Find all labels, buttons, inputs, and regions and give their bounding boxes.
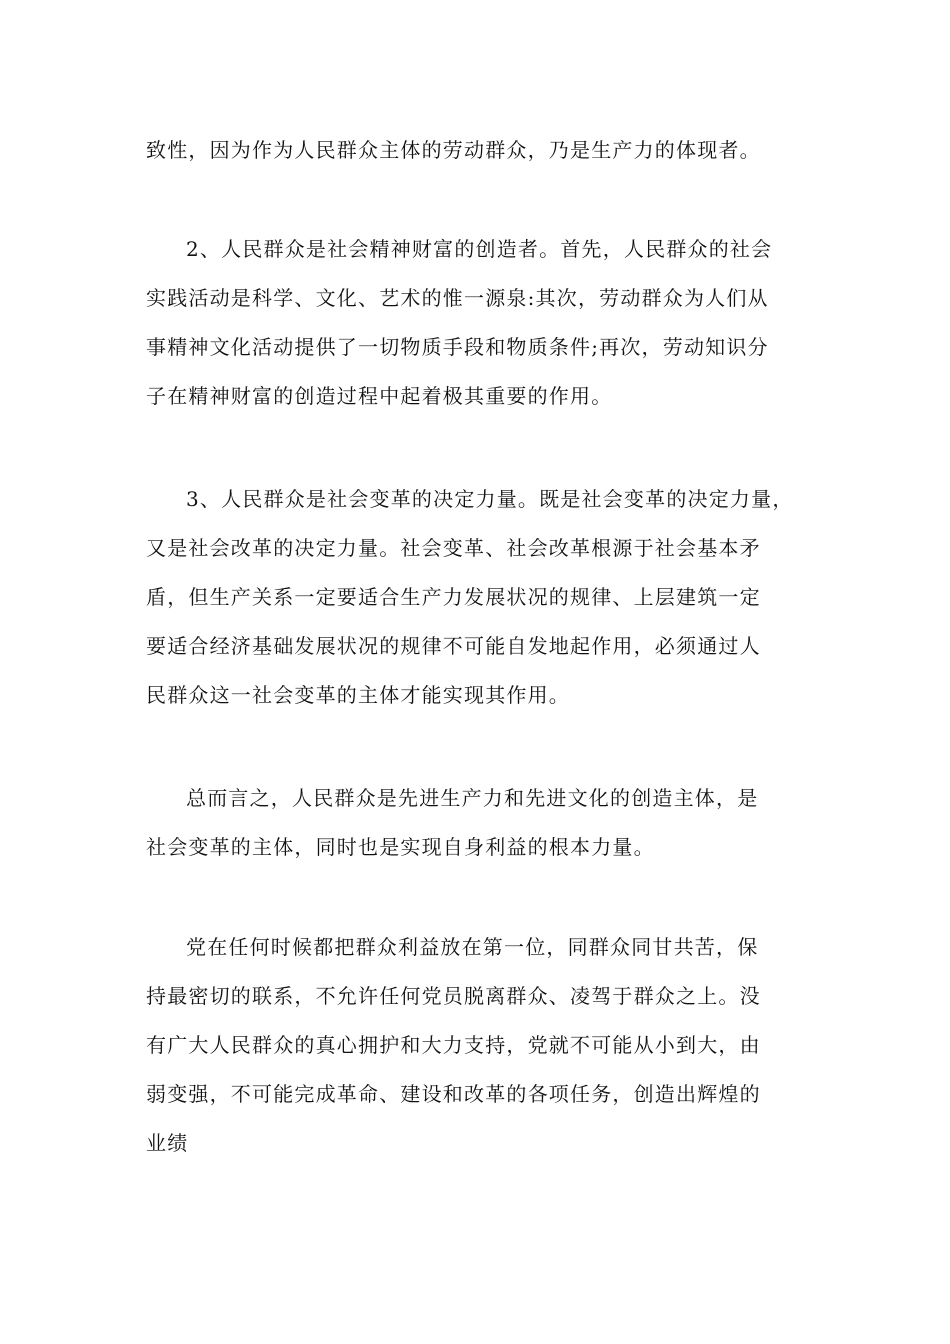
text-line: 业绩 <box>146 1131 189 1155</box>
text-line: 持最密切的联系，不允许任何党员脱离群众、凌驾于群众之上。没 <box>146 984 761 1008</box>
text-line: 3、人民群众是社会变革的决定力量。既是社会变革的决定力量， <box>186 487 794 511</box>
paragraph-social-change <box>146 475 826 720</box>
text-line: 盾，但生产关系一定要适合生产力发展状况的规律、上层建筑一定 <box>146 585 761 609</box>
paragraph-summary <box>146 774 826 872</box>
paragraph-spiritual-wealth <box>146 225 826 421</box>
text-line: 致性，因为作为人民群众主体的劳动群众，乃是生产力的体现者。 <box>146 138 761 162</box>
text-line: 有广大人民群众的真心拥护和大力支持，党就不可能从小到大，由 <box>146 1033 761 1057</box>
paragraph-continuation <box>146 126 826 175</box>
text-line: 2、人民群众是社会精神财富的创造者。首先，人民群众的社会 <box>186 237 773 261</box>
text-line: 又是社会改革的决定力量。社会变革、社会改革根源于社会基本矛 <box>146 536 761 560</box>
text-line: 子在精神财富的创造过程中起着极其重要的作用。 <box>146 384 613 408</box>
text-line: 弱变强，不可能完成革命、建设和改革的各项任务，创造出辉煌的 <box>146 1082 761 1106</box>
text-line: 总而言之，人民群众是先进生产力和先进文化的创造主体，是 <box>186 786 759 810</box>
paragraph-party-masses <box>146 923 826 1168</box>
text-line: 要适合经济基础发展状况的规律不可能自发地起作用，必须通过人 <box>146 634 761 658</box>
text-line: 事精神文化活动提供了一切物质手段和物质条件;再次，劳动知识分 <box>146 335 769 359</box>
text-line: 实践活动是科学、文化、艺术的惟一源泉:其次，劳动群众为人们从 <box>146 286 769 310</box>
text-line: 社会变革的主体，同时也是实现自身利益的根本力量。 <box>146 835 655 859</box>
text-line: 民群众这一社会变革的主体才能实现其作用。 <box>146 683 570 707</box>
text-line: 党在任何时候都把群众利益放在第一位，同群众同甘共苦，保 <box>186 935 759 959</box>
